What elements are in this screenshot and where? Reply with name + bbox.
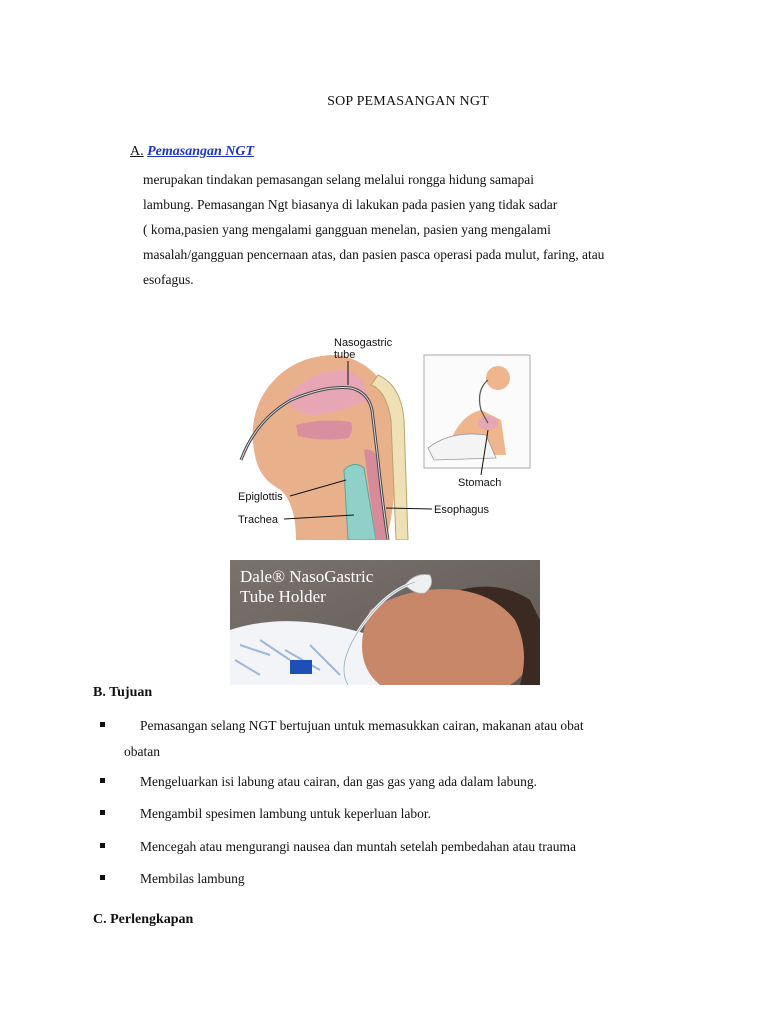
ngt-anatomy-illustration (236, 330, 536, 540)
tube-holder-photo (230, 560, 540, 685)
list-item-text: Membilas lambung (140, 871, 245, 886)
section-b-heading: B. Tujuan (93, 685, 153, 700)
label-epiglottis: Epiglottis (238, 491, 283, 503)
caption-line-1: Dale® NasoGastric (240, 567, 374, 586)
label-esophagus: Esophagus (434, 504, 490, 516)
label-trachea: Trachea (238, 514, 278, 526)
bullet-icon (100, 810, 105, 815)
bullet-icon (100, 875, 105, 880)
label-stomach: Stomach (458, 477, 502, 489)
section-a-paragraph (143, 167, 683, 292)
list-item-text: Mengeluarkan isi labung atau cairan, dan gas gas yang ada dalam labung. (140, 774, 537, 789)
caption-line-2: Tube Holder (240, 587, 326, 606)
paragraph-line: merupakan tindakan pemasangan selang melalui rongga hidung samapai (143, 172, 534, 187)
list-item-text: Mencegah atau mengurangi nausea dan muntah setelah pembedahan atau trauma (140, 839, 576, 854)
paragraph-line: ( koma,pasien yang mengalami gangguan menelan, pasien yang mengalami (143, 222, 551, 237)
list-item-text: Pemasangan selang NGT bertujuan untuk memasukkan cairan, makanan atau obat (140, 718, 584, 733)
paragraph-line: esofagus. (143, 272, 194, 287)
section-a-letter: A. (130, 144, 144, 159)
label-nasogastric: Nasogastric (334, 337, 393, 349)
list-item-continuation: obatan (124, 744, 160, 759)
section-a-title: Pemasangan NGT (147, 144, 255, 159)
page-title: SOP PEMASANGAN NGT (327, 94, 489, 109)
list-item-text: Mengambil spesimen lambung untuk keperluan labor. (140, 806, 431, 821)
bullet-icon (100, 722, 105, 727)
bullet-icon (100, 778, 105, 783)
section-a-heading (130, 144, 254, 160)
paragraph-line: masalah/gangguan pencernaan atas, dan pasien pasca operasi pada mulut, faring, atau (143, 247, 605, 262)
section-c-heading: C. Perlengkapan (93, 912, 194, 927)
paragraph-line: lambung. Pemasangan Ngt biasanya di lakukan pada pasien yang tidak sadar (143, 197, 558, 212)
bullet-icon (100, 843, 105, 848)
label-tube: tube (334, 349, 356, 361)
